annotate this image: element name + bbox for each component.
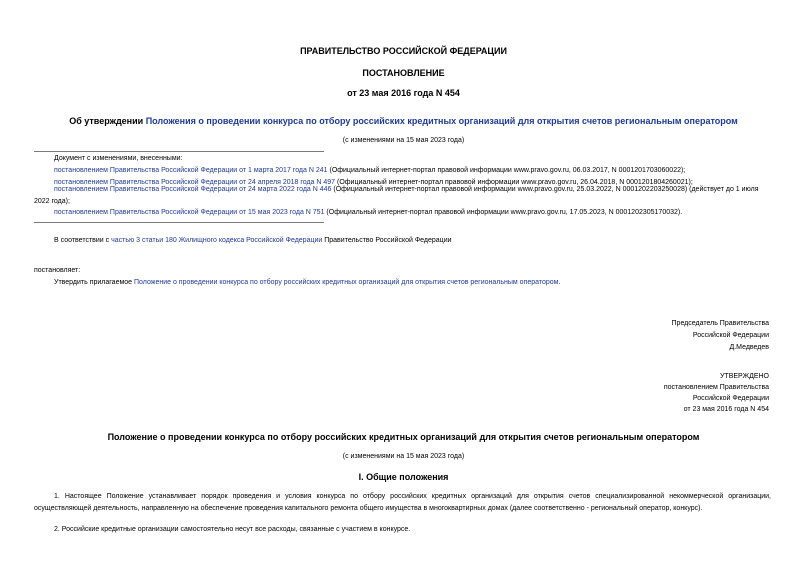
paragraph-1: 1. Настоящее Положение устанавливает порядок проведения и условия конкурса по отбору российских кредитных организаций для открытия счетов специализированной некоммерческой организации, осуществляющей деятельность, направленную на обеспечение проведения капитального ремонта общего имущества в многоквартирных домах (далее соответственно - региональный оператор, конкурс). — [34, 493, 771, 512]
divider-top — [34, 151, 324, 152]
document-title — [0, 116, 807, 126]
basis-suffix: Правительство Российской Федерации — [322, 237, 452, 244]
section-title: I. Общие положения — [358, 472, 449, 482]
paragraph-2: 2. Российские кредитные организации самостоятельно несут все расходы, связанные с участием в конкурсе. — [54, 526, 411, 533]
change-link[interactable]: постановлением Правительства Российской Федерации от 24 марта 2022 года N 446 — [54, 186, 332, 193]
change-text: (Официальный интернет-портал правовой информации www.pravo.gov.ru, 26.04.2018, N 0001201804260021); — [335, 179, 693, 186]
approve-suffix: . — [558, 279, 561, 286]
housing-code-link[interactable]: частью 3 статьи 180 Жилищного кодекса Российской Федерации — [111, 237, 323, 244]
revision-note: (с изменениями на 15 мая 2023 года) — [342, 137, 465, 144]
approval-by: постановлением Правительства — [663, 384, 769, 391]
change-item — [54, 207, 682, 219]
regulation-revision: (с изменениями на 15 мая 2023 года) — [342, 453, 465, 460]
change-link[interactable]: постановлением Правительства Российской Федерации от 15 мая 2023 года N 751 — [54, 209, 325, 216]
approve-paragraph — [54, 277, 560, 289]
change-item — [34, 184, 771, 208]
legal-basis — [54, 235, 452, 247]
approval-date: от 23 мая 2016 года N 454 — [683, 406, 769, 413]
title-regulation-link[interactable]: Положения о проведении конкурса по отбору российских кредитных организаций для открытия счетов региональным оператором — [145, 116, 738, 126]
changes-intro: Документ с изменениями, внесенными: — [54, 155, 183, 162]
approval-country: Российской Федерации — [692, 395, 769, 402]
change-text: (Официальный интернет-портал правовой информации www.pravo.gov.ru, 25.03.2022, N 0001202203250028) (действует до 1 июля 2022 года); — [34, 186, 759, 205]
change-item — [54, 165, 685, 177]
government-heading: ПРАВИТЕЛЬСТВО РОССИЙСКОЙ ФЕДЕРАЦИИ — [300, 46, 507, 56]
approve-prefix: Утвердить прилагаемое — [54, 279, 135, 286]
regulation-title: Положение о проведении конкурса по отбору российских кредитных организаций для открытия счетов региональным оператором — [107, 432, 700, 442]
basis-prefix: В соответствии с — [54, 237, 112, 244]
resolves-label: постановляет: — [34, 267, 81, 274]
date-number-heading: от 23 мая 2016 года N 454 — [347, 88, 460, 98]
change-text: (Официальный интернет-портал правовой информации www.pravo.gov.ru, 17.05.2023, N 0001202305170032). — [324, 209, 683, 216]
change-text: (Официальный интернет-портал правовой информации www.pravo.gov.ru, 06.03.2017, N 0001201703060022); — [327, 167, 686, 174]
signature-position: Председатель Правительства — [671, 320, 769, 327]
signature-country: Российской Федерации — [692, 332, 769, 339]
change-link[interactable]: постановлением Правительства Российской Федерации от 24 апреля 2018 года N 497 — [54, 179, 336, 186]
title-prefix: Об утверждении — [69, 116, 146, 126]
approval-stamp: УТВЕРЖДЕНО — [719, 373, 769, 380]
doc-type-heading: ПОСТАНОВЛЕНИЕ — [362, 68, 445, 78]
signature-name: Д.Медведев — [729, 344, 769, 351]
approved-regulation-link[interactable]: Положение о проведении конкурса по отбору российских кредитных организаций для открытия счетов региональным оператором — [134, 279, 559, 286]
divider-bottom — [34, 222, 324, 223]
change-link[interactable]: постановлением Правительства Российской Федерации от 1 марта 2017 года N 241 — [54, 167, 328, 174]
